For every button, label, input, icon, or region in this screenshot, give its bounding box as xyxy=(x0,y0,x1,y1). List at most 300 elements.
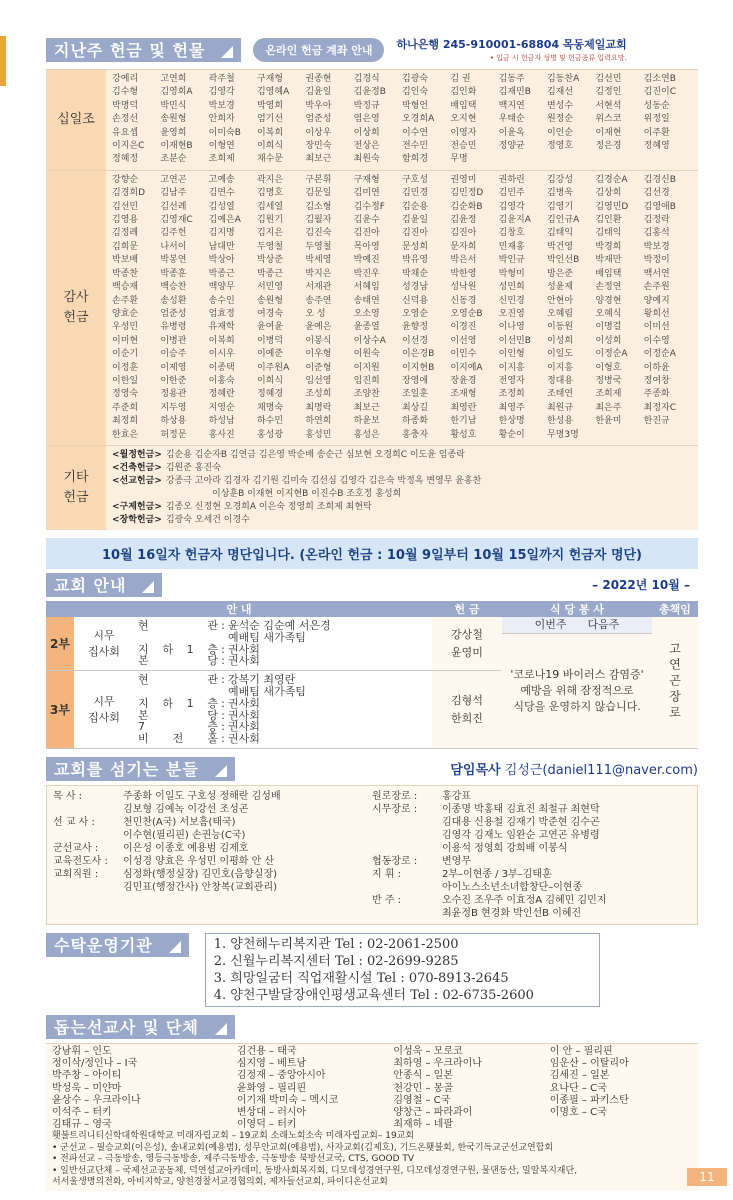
servant-row xyxy=(53,855,372,868)
donor-name: 이수연 xyxy=(401,127,429,138)
missionary-item: 안종식 – 일본 xyxy=(393,1070,453,1082)
pastor-value: 김성근(daniel111@naver.com) xyxy=(504,763,698,779)
servant-names: 이용석 정영희 강희배 이봉식 xyxy=(442,842,568,854)
consign-title: 수탁운영기관 xyxy=(46,933,189,957)
donor-name: 엄준성 xyxy=(160,308,187,319)
role-sep: : xyxy=(221,654,225,668)
donor-name: 고예송 xyxy=(208,174,235,185)
donor-name: 김강성 xyxy=(546,174,574,185)
donor-name: 조양찬 xyxy=(353,389,380,400)
donor-name: 이복희 xyxy=(256,127,284,138)
donor-name: 권영미 xyxy=(450,174,477,185)
consign-list xyxy=(205,933,600,1007)
donor-name: 박종훈 xyxy=(160,268,187,279)
donor-name: 장윤경 xyxy=(450,375,477,386)
donor-name: 하윤보 xyxy=(353,416,380,427)
donor-name: 무명3명 xyxy=(546,429,579,440)
servant-names: 주종화 이일도 구호성 정해란 김성배 xyxy=(123,790,281,802)
servants-box xyxy=(46,785,698,925)
donor-name xyxy=(547,153,595,166)
donor-name: 나서이 xyxy=(160,241,187,252)
donor-name: 신민경 xyxy=(498,295,525,306)
etc-offering-line xyxy=(112,514,692,527)
donor-name: 김영희A xyxy=(160,87,193,98)
donor-name: 이지예A xyxy=(450,362,483,373)
servant-names: 이종명 박홍태 김효진 최철규 최현탁 xyxy=(442,803,600,815)
money-2 xyxy=(432,617,502,671)
donor-name: 전수민 xyxy=(401,141,429,152)
donor-name: 이수영 xyxy=(643,335,670,346)
donor-name: 김 권 xyxy=(450,74,471,84)
missionary-item: 요나단 – C국 xyxy=(549,1082,607,1094)
donor-name: 김민주 xyxy=(498,188,525,199)
dept-line: 집사회 xyxy=(88,644,120,658)
mission-org-line: • 군선교 – 필승교회(이은성), 솔내교회(예용범), 성무안교회(예용범), 사자교회(김제호), 기드온횃불회, 한국기독교군선교연합회 xyxy=(52,1142,554,1153)
donor-name: 이재현B xyxy=(160,141,193,152)
donor-name: 이정순A xyxy=(595,349,628,360)
donor-name: 김성열 xyxy=(208,201,235,212)
lead-header: 총책임 xyxy=(652,601,698,617)
donor-name: 이성희 xyxy=(546,335,574,346)
servant-role xyxy=(372,881,442,894)
donor-name: 전상은 xyxy=(353,141,380,152)
servant-role: 군선교사 : xyxy=(53,842,99,854)
donor-name: 박우아 xyxy=(305,100,332,111)
meal-note-line: 식당을 운영하지 않습니다. xyxy=(513,699,641,713)
etc-category: <장학헌금> xyxy=(112,514,162,525)
donor-name: 이종택 xyxy=(208,362,235,373)
missionary-item: 이명호 – C국 xyxy=(549,1106,607,1118)
missionary-item: 임운산 – 이탈리아 xyxy=(549,1058,629,1070)
donor-name: 윤예은 xyxy=(305,322,332,333)
donor-name: 조태연 xyxy=(546,389,574,400)
donor-name: 정영숙 xyxy=(112,389,139,400)
etc-offering-line xyxy=(112,475,692,488)
donor-name: 홍성광 xyxy=(256,429,284,440)
donor-name: 송성환 xyxy=(160,295,187,306)
servant-row xyxy=(372,790,691,803)
servant-names: 김보형 김예녹 이강선 조성곤 xyxy=(123,803,249,815)
donor-name: 이한일 xyxy=(112,375,139,386)
duty-table xyxy=(46,601,698,749)
donor-name: 정양균 xyxy=(498,141,525,152)
donor-name: 김윤일 xyxy=(401,215,429,226)
donor-name: 김윤일 xyxy=(305,87,332,98)
etc-names xyxy=(106,446,698,530)
donor-name: 박정규 xyxy=(353,100,380,111)
role-row xyxy=(138,620,428,632)
donor-name: 안희자 xyxy=(208,114,235,125)
donor-name: 무명 xyxy=(450,154,468,165)
donor-name: 정혜란 xyxy=(208,389,235,400)
etc-category: <선교헌금> xyxy=(112,475,162,486)
servant-row xyxy=(372,816,691,829)
donor-name: 지두영 xyxy=(160,402,187,413)
etc-label-line: 기타 xyxy=(63,470,89,486)
donor-name: 고연곤 xyxy=(160,174,187,185)
role-sep: : xyxy=(221,708,225,722)
missionary-item: 박주창 – 아이티 xyxy=(52,1070,122,1082)
donor-name: 임진희 xyxy=(353,375,380,386)
donor-name: 장민숙 xyxy=(305,141,332,152)
missionary-item: 양창근 – 파라과이 xyxy=(393,1106,473,1118)
donor-name: 유요셉 xyxy=(112,127,139,138)
role-place: 7 층 xyxy=(138,720,218,734)
donor-name: 권하린 xyxy=(498,174,525,185)
donor-name xyxy=(595,429,643,442)
donor-name xyxy=(595,153,643,166)
donor-name: 박건영 xyxy=(546,241,574,252)
role-team: 권사회 xyxy=(228,708,260,722)
donor-name: 허정문 xyxy=(160,429,187,440)
role-sep: : xyxy=(221,720,225,734)
donor-name: 정은경 xyxy=(595,141,622,152)
dept-line: 시무 xyxy=(93,694,115,708)
servant-role: 반 주 : xyxy=(372,894,402,906)
donor-name: 이정순A xyxy=(643,349,676,360)
role-sep xyxy=(218,686,228,698)
role-team: 예배팀 새가족팀 xyxy=(228,684,306,698)
donor-name: 김소연B xyxy=(643,74,676,84)
donor-name: 왕희선 xyxy=(643,308,670,319)
donor-name: 박경희 xyxy=(595,241,622,252)
etc-names-text: 김광숙 오세건 이경수 xyxy=(165,514,250,525)
donor-name: 김지명 xyxy=(208,228,235,239)
pastor-label: 담임목사 xyxy=(450,763,501,779)
donor-name: 장영애 xyxy=(401,375,429,386)
role-row xyxy=(138,632,428,644)
donor-name: 박형미 xyxy=(498,268,525,279)
donor-name: 조희제 xyxy=(208,154,235,165)
donor-name: 오 성 xyxy=(305,308,326,319)
donor-name: 오혜림 xyxy=(546,308,574,319)
donor-name: 오지현 xyxy=(450,114,477,125)
donor-name: 채수문 xyxy=(256,154,284,165)
donor-name: 하수민 xyxy=(256,416,284,427)
servant-role xyxy=(372,842,442,855)
donor-name: 양효순 xyxy=(112,308,139,319)
donor-name: 김예은A xyxy=(208,215,241,226)
donor-name: 변성수 xyxy=(546,100,574,111)
donor-name: 두영철 xyxy=(305,241,332,252)
donor-name: 김순화B xyxy=(450,201,483,212)
senior-pastor xyxy=(450,759,698,778)
missions-title: 돕는선교사 및 단체 xyxy=(46,1015,235,1039)
thanks-label-line: 헌금 xyxy=(63,309,89,325)
donor-name: 박은서 xyxy=(450,255,477,266)
servant-role: 선 교 사 : xyxy=(53,816,95,828)
donor-name: 이나영 xyxy=(498,322,525,333)
etc-offering-line xyxy=(112,488,692,501)
donor-name: 주종화 xyxy=(643,389,670,400)
meal-header: 식 당 봉 사 xyxy=(502,601,652,617)
missionary-item: 윤화영 – 필리핀 xyxy=(236,1082,307,1094)
donor-name: 박채순 xyxy=(401,268,429,279)
consign-item: 3. 희망일굼터 직업재활시설 Tel : 070-8913-2645 xyxy=(213,970,509,986)
donor-name: 김세열 xyxy=(256,201,284,212)
meal-note-line: 예방을 위해 잠정적으로 xyxy=(520,683,634,697)
donor-name: 임선영 xyxy=(305,375,332,386)
donor-name: 백지연 xyxy=(498,100,525,111)
servant-row xyxy=(53,816,372,829)
role-place: 비 전 홀 xyxy=(138,732,218,746)
donor-name: 이지은C xyxy=(112,141,145,152)
donor-name: 김선례 xyxy=(160,201,187,212)
donor-name: 박진우 xyxy=(353,268,380,279)
donor-name: 성민희 xyxy=(498,282,525,293)
missionary-item: 김건용 – 태국 xyxy=(236,1045,297,1057)
donor-name: 윤향정 xyxy=(401,322,429,333)
donor-name: 박민식 xyxy=(160,100,187,111)
missions-header xyxy=(46,1015,698,1039)
tithe-label: 십일조 xyxy=(46,70,106,170)
roles-2 xyxy=(134,617,432,671)
donor-name: 곽지은 xyxy=(256,174,284,185)
donor-name: 김원기 xyxy=(256,215,284,226)
donor-name: 목아영 xyxy=(353,241,380,252)
donor-name: 오진영 xyxy=(498,308,525,319)
donor-name: 조정희 xyxy=(498,389,525,400)
donor-name: 박봉연 xyxy=(160,255,187,266)
role-team: 권사회 xyxy=(228,642,260,656)
missionary-item: 김영철 – C국 xyxy=(393,1094,451,1106)
bank-info xyxy=(396,36,626,63)
donor-name: 여경숙 xyxy=(256,308,284,319)
servant-row xyxy=(372,855,691,868)
donor-name: 하상용 xyxy=(160,416,187,427)
donor-name: 박형언 xyxy=(401,100,429,111)
donor-name: 배임택 xyxy=(595,268,622,279)
role-sep: : xyxy=(221,618,225,632)
donor-name: 최정자C xyxy=(643,402,677,413)
missionary-item: 천강민 – 몽골 xyxy=(393,1082,453,1094)
donor-name: 홍성민 xyxy=(305,429,332,440)
missionary-item: 김세진 – 일본 xyxy=(549,1070,610,1082)
donor-name: 하종화 xyxy=(401,416,429,427)
donor-name: 김진아 xyxy=(450,228,477,239)
role-place: 현 관 xyxy=(138,673,218,687)
donor-name: 김민경 xyxy=(401,188,429,199)
role-place: 본 당 xyxy=(138,654,218,668)
servant-names: 이성경 양효은 우성민 이평화 안 산 xyxy=(123,855,275,867)
role-team: 권사회 xyxy=(228,732,260,746)
consign-item: 4. 양천구발달장애인평생교육센터 Tel : 02-6735-2600 xyxy=(213,987,534,1003)
donor-name: 최영주 xyxy=(498,402,525,413)
donor-name: 이윤옥 xyxy=(498,127,525,138)
donor-name: 김선민 xyxy=(112,201,139,212)
donor-name: 이은경B xyxy=(401,349,435,360)
donor-name: 이경진 xyxy=(450,322,477,333)
donor-name: 김미연 xyxy=(353,188,380,199)
offering-title: 지난주 헌금 및 헌물 xyxy=(46,38,241,62)
donor-name: 남대만 xyxy=(208,241,235,252)
donor-name: 송주연 xyxy=(305,295,332,306)
donor-name: 이상수A xyxy=(353,335,386,346)
donor-name xyxy=(499,153,547,166)
donor-name: 김문일 xyxy=(305,188,332,199)
donor-name: 김면수 xyxy=(208,188,235,199)
missionary-item: 이영덕 – 터키 xyxy=(236,1119,297,1131)
consign-item: 1. 양천해누리복지관 Tel : 02-2061-2500 xyxy=(213,936,459,952)
donor-name: 홍성은 xyxy=(353,429,380,440)
donor-name xyxy=(644,429,692,442)
donor-name: 김진아 xyxy=(401,228,429,239)
donor-name: 김상희 xyxy=(595,188,622,199)
donor-name: 백승재 xyxy=(112,282,139,293)
donor-name: 이시우 xyxy=(208,349,235,360)
consign-item: 2. 신월누리복지센터 Tel : 02-2699-9285 xyxy=(213,953,459,969)
donor-name: 원정순 xyxy=(546,114,574,125)
etc-label xyxy=(46,446,106,530)
donor-name: 정영호 xyxy=(546,141,574,152)
church-guide-date: – 2022년 10월 – xyxy=(592,578,690,593)
role-place: 지 하 1 층 xyxy=(138,642,218,656)
donor-name: 이미선 xyxy=(643,322,670,333)
servant-row xyxy=(372,881,691,894)
donor-name: 채명숙 xyxy=(256,402,284,413)
missionary-item: 김태규 – 영국 xyxy=(52,1119,112,1131)
donor-name: 구호성 xyxy=(401,174,429,185)
donor-name: 정혜정 xyxy=(112,154,139,165)
donor-name: 김인규A xyxy=(546,215,580,226)
donor-name: 박유영 xyxy=(401,255,429,266)
etc-names-text: 김원준 홍진숙 xyxy=(165,462,221,473)
donor-name: 함희경 xyxy=(401,154,429,165)
money-person: 강상철 xyxy=(451,627,483,641)
donor-name: 문성희 xyxy=(401,241,429,252)
donor-name: 최정희 xyxy=(112,416,139,427)
donor-name: 김희문 xyxy=(112,241,139,252)
servant-role xyxy=(53,829,123,842)
bulletin-page xyxy=(0,36,733,1200)
mission-org-line: 서서울생명의전화, 아비지학교, 양천경찰서교경협의회, 제자들선교회, 파이디온선교회 xyxy=(52,1177,388,1188)
donor-name: 황성호 xyxy=(450,429,477,440)
donor-name: 이성희 xyxy=(595,335,622,346)
servant-names: 김민표(행정간사) 안창복(교회관리) xyxy=(123,881,278,893)
missionary-item: 심지영 – 베트남 xyxy=(236,1058,307,1070)
donor-name: 손정연 xyxy=(595,282,622,293)
donor-name: 이하윤 xyxy=(643,362,670,373)
donor-name: 이형호 xyxy=(595,362,622,373)
church-guide-title: 교회 안내 xyxy=(46,573,162,597)
donor-name: 김윤정B xyxy=(353,87,386,98)
etc-block xyxy=(46,445,698,530)
donor-name: 유병령 xyxy=(160,322,187,333)
donor-name: 백승찬 xyxy=(160,282,187,293)
servant-role xyxy=(372,829,442,842)
donor-name: 이봉식 xyxy=(305,335,332,346)
donor-name: 오영순 xyxy=(401,308,429,319)
donor-name: 이일도 xyxy=(546,349,574,360)
donor-name: 이선민B xyxy=(498,335,531,346)
donor-name: 이준형 xyxy=(305,362,332,373)
money-person: 한희진 xyxy=(451,711,483,725)
dept-line: 집사회 xyxy=(88,710,120,724)
donor-name: 박영희 xyxy=(256,100,284,111)
donor-name: 최명락 xyxy=(305,402,332,413)
servant-names: 아이노스소년소녀합창단–이현종 xyxy=(442,881,583,893)
church-guide-header xyxy=(46,573,698,597)
donor-name: 이인수 xyxy=(450,349,477,360)
donor-name: 최원숙 xyxy=(353,154,380,165)
donor-name: 강예리 xyxy=(112,74,139,84)
donor-name: 정병국 xyxy=(595,375,622,386)
donor-name: 이지현B xyxy=(401,362,435,373)
servant-role: 교육전도사 : xyxy=(53,855,108,867)
roles-3 xyxy=(134,671,432,749)
donor-name: 최보근 xyxy=(353,402,380,413)
donor-name: 이복희 xyxy=(208,335,235,346)
donor-name: 이재현 xyxy=(595,127,622,138)
missionary-item: 이기재 박미숙 – 멕시코 xyxy=(236,1094,339,1106)
donor-name: 백양무 xyxy=(208,282,235,293)
donor-name: 성동순 xyxy=(643,100,670,111)
servant-names: 김영각 김재노 임완순 고연곤 유병령 xyxy=(442,829,600,841)
donor-name: 박예진 xyxy=(353,255,380,266)
donor-name: 김경순A xyxy=(595,174,628,185)
donor-name: 이우형 xyxy=(305,349,332,360)
donor-name: 김경식 xyxy=(353,74,380,84)
donor-name: 김광숙 xyxy=(401,74,429,84)
donor-name: 조재형 xyxy=(450,389,477,400)
donor-name: 이홍숙 xyxy=(208,375,235,386)
mission-org-line: • 일반선교단체 – 국제선교공동체, 덕연설교아카데미, 동방사회복지회, 디모데성경연구원, 디모데성경연구원, 물댄동산, 밀알복지재단, xyxy=(52,1165,578,1176)
donor-name: 김수형 xyxy=(112,87,139,98)
donor-name: 최보근 xyxy=(305,154,332,165)
role-sep xyxy=(218,632,228,644)
donor-name: 신덕용 xyxy=(401,295,429,306)
donor-name: 이병관 xyxy=(160,335,187,346)
donor-name: 이미현 xyxy=(112,335,139,346)
donor-name: 김수정F xyxy=(353,201,385,212)
donor-name: 박명덕 xyxy=(112,100,139,111)
donor-name: 이정훈 xyxy=(112,362,139,373)
donor-name: 한상명 xyxy=(498,416,525,427)
missions-box xyxy=(46,1043,698,1191)
dept-line: 시무 xyxy=(93,628,115,642)
servant-role: 지 휘 : xyxy=(372,868,402,880)
donor-name: 이명걸 xyxy=(595,322,622,333)
missionary-item: 변상대 – 러시아 xyxy=(236,1106,307,1118)
servant-row xyxy=(53,790,372,803)
donor-name: 김윤정 xyxy=(450,215,477,226)
servants-right xyxy=(372,790,691,920)
role-row xyxy=(138,655,428,667)
donor-name: 김영재C xyxy=(160,215,193,226)
donor-name: 박인규 xyxy=(498,255,525,266)
role-sep: : xyxy=(221,673,225,687)
role-row xyxy=(138,733,428,745)
donor-name: 민재홍 xyxy=(498,241,525,252)
donor-name: 김진숙 xyxy=(305,228,332,239)
donor-name: 이형연 xyxy=(208,141,235,152)
donor-name: 강향순 xyxy=(112,174,139,185)
thanks-label-line: 감사 xyxy=(63,290,89,306)
donor-name: 김정락 xyxy=(643,215,670,226)
missionary-item: 윤상수 – 우크라이나 xyxy=(52,1094,141,1106)
etc-names-text: 이상훈B 이재현 이지현B 이진수B 조호정 홍성희 xyxy=(212,488,402,499)
etc-category: <건축헌금> xyxy=(112,462,162,473)
donor-name: 이희식 xyxy=(256,375,284,386)
next-week-label: 다음주 xyxy=(587,617,620,631)
tithe-block xyxy=(46,69,698,170)
donor-name: 김동찬A xyxy=(546,74,580,84)
donor-name: 최상길 xyxy=(401,402,429,413)
donor-name: 성낙원 xyxy=(450,282,477,293)
etc-label-line: 헌금 xyxy=(63,489,89,505)
donor-name: 이상우 xyxy=(305,127,332,138)
donor-name: 이인순 xyxy=(546,127,574,138)
